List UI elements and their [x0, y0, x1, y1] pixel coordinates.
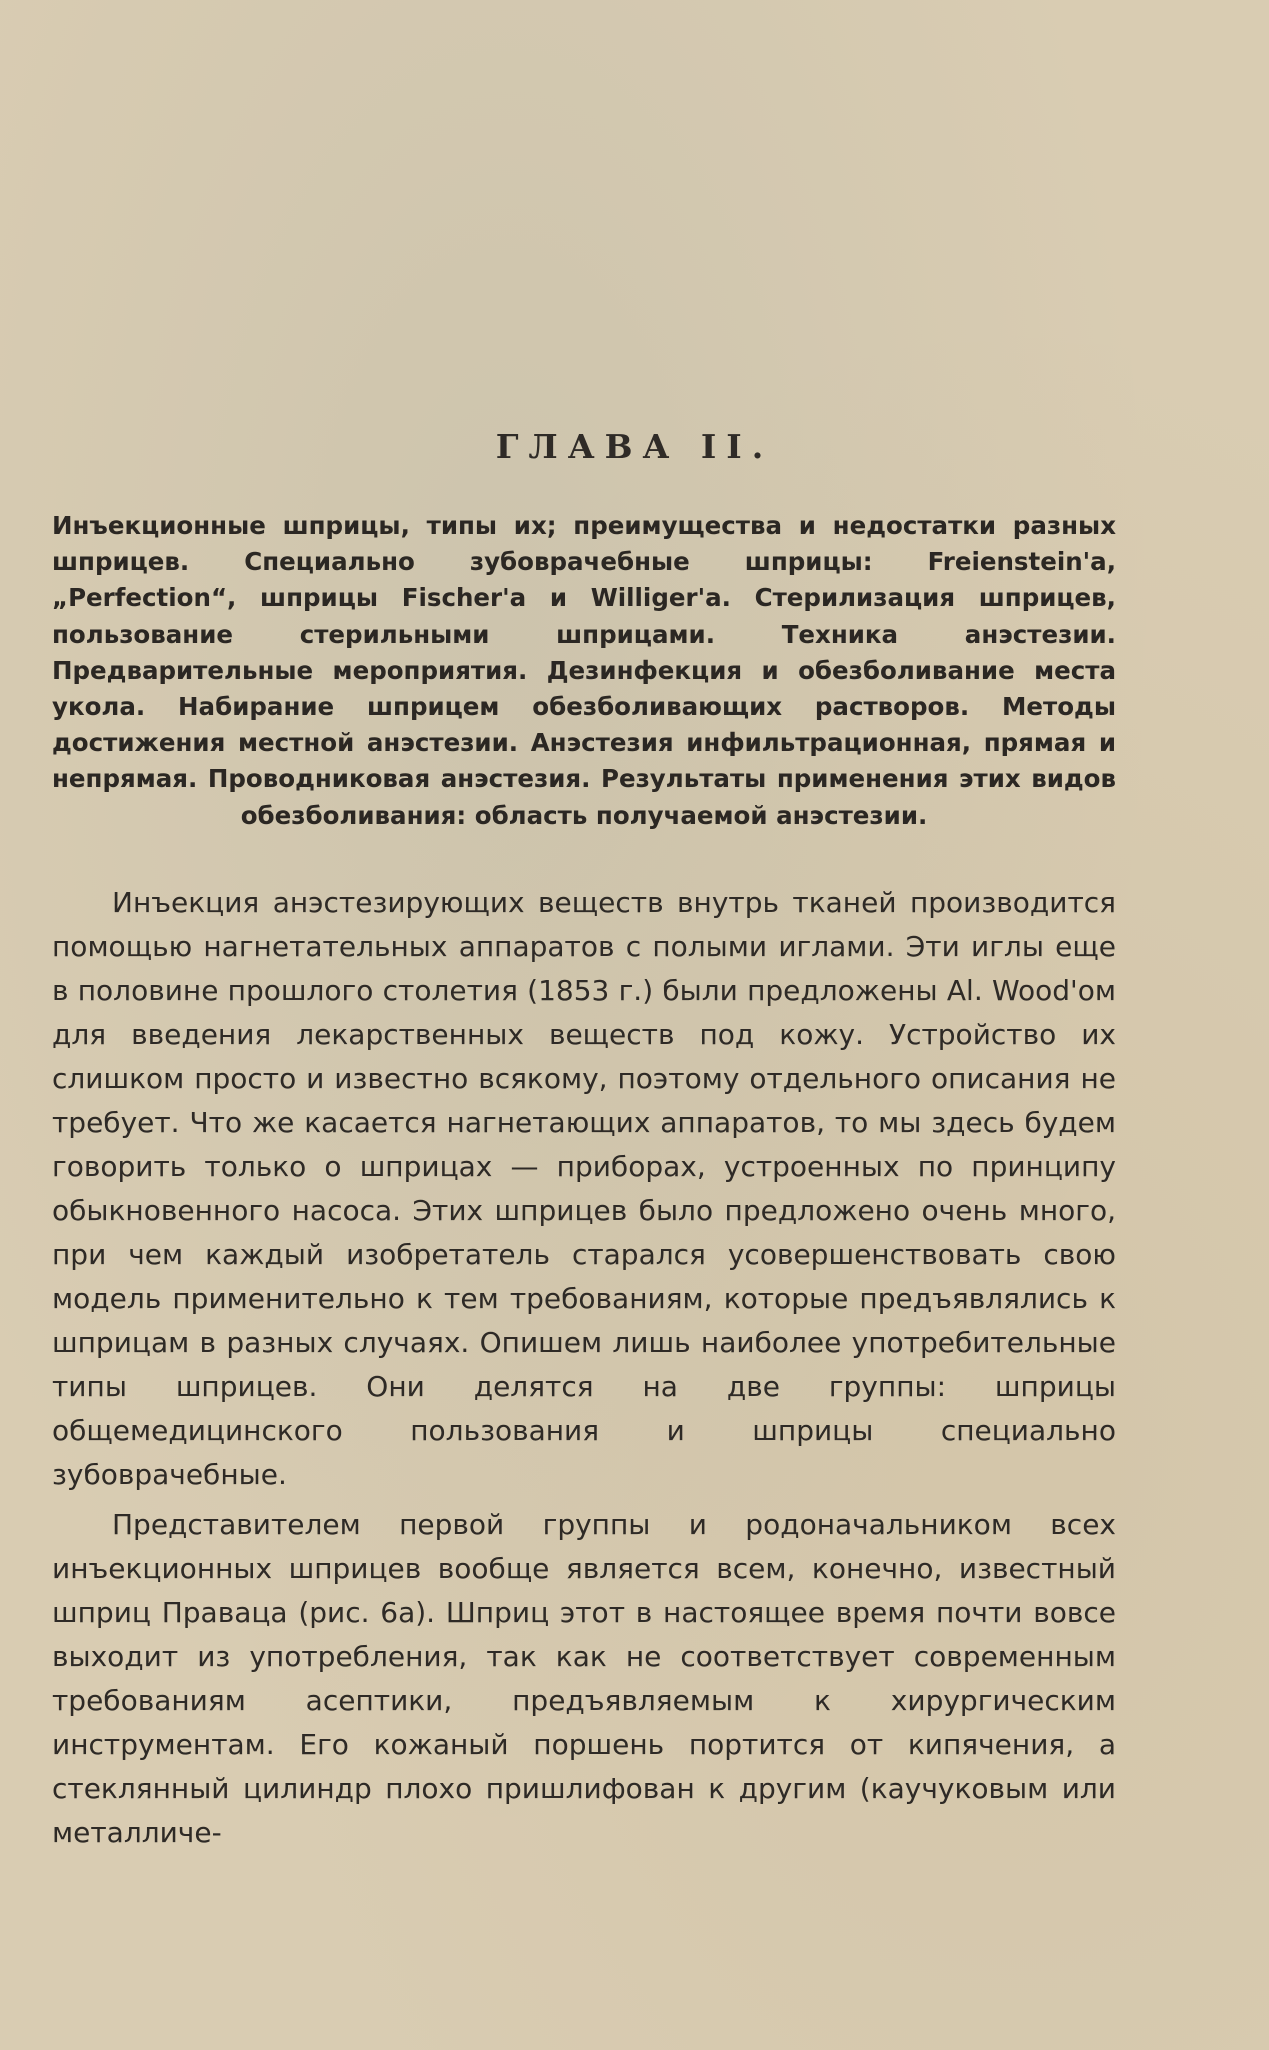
body-paragraph-2: Представителем первой группы и родоначальником всех инъекционных шприцев вообще является всем, конечно, известный шприц Праваца (рис. 6а). Шприц этот в настоящее время почти вовсе выходит из употребления, так как не соответствует современным требованиям асептики, предъявляемым к хирургическим инструментам. Его кожаный поршень портится от кипячения, а стеклянный цилиндр плохо пришлифован к другим (каучуковым или металличе-	[52, 1508, 1116, 1849]
chapter-title: ГЛАВА II.	[495, 427, 774, 466]
chapter-body	[52, 881, 1116, 1861]
body-paragraph-1: Инъекция анэстезирующих веществ внутрь тканей производится помощью нагнетательных аппаратов с полыми иглами. Эти иглы еще в половине прошлого столетия (1853 г.) были предложены Al. Wood'ом для введения лекарственных веществ под кожу. Устройство их слишком просто и известно всякому, поэтому отдельного описания не требует. Что же касается нагнетающих аппаратов, то мы здесь будем говорить только о шприцах — приборах, устроенных по принципу обыкновенного насоса. Этих шприцев было предложено очень много, при чем каждый изобретатель старался усовершенствовать свою модель применительно к тем требованиям, которые предъявлялись к шприцам в разных случаях. Опишем лишь наиболее употребительные типы шприцев. Они делятся на две группы: шприцы общемедицинского пользования и шприцы специально зубоврачебные.	[52, 886, 1116, 1491]
chapter-summary: Инъекционные шприцы, типы их; преимущества и недостатки разных шприцев. Специально зубоврачебные шприцы: Freienstein'a, „Perfection“, шприцы Fischer'a и Williger'a. Стерилизация шприцев, пользование стерильными шприцами. Техника анэстезии. Предварительные мероприятия. Дезинфекция и обезболивание места укола. Набирание шприцем обезболивающих растворов. Методы достижения местной анэстезии. Анэстезия инфильтрационная, прямая и непрямая. Проводниковая анэстезия. Результаты применения этих видов обезболивания: область получаемой анэстезии.	[52, 511, 1116, 830]
